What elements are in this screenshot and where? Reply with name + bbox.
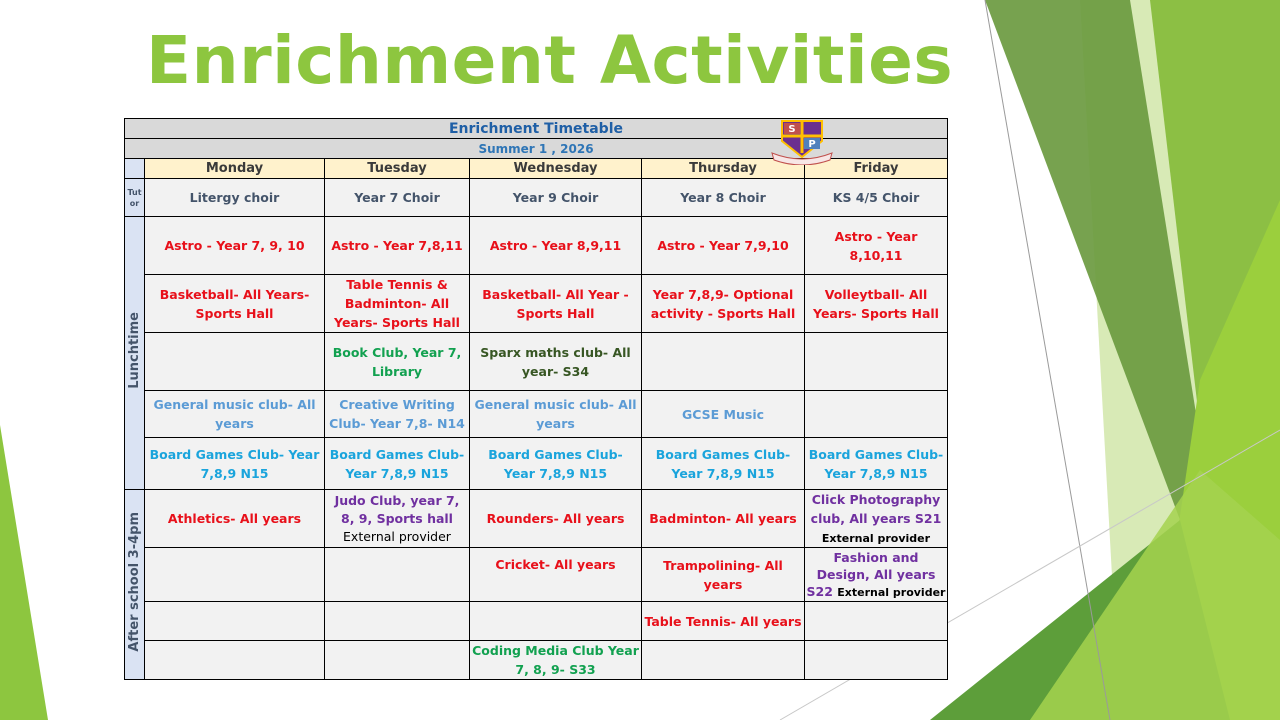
after-cell-wed-1: Rounders- All years xyxy=(470,490,642,548)
lunchtime-label: Lunchtime xyxy=(127,312,142,389)
lunch-row-3 xyxy=(125,333,948,391)
judo-provider-note: External provider xyxy=(343,528,451,544)
lunch-row-4 xyxy=(125,391,948,438)
lunch-cell-fri-3 xyxy=(805,333,948,391)
slide-title: Enrichment Activities xyxy=(146,22,954,99)
day-header-wednesday: Wednesday xyxy=(470,159,642,179)
after-cell-mon-4 xyxy=(145,641,325,680)
after-cell-thu-4 xyxy=(642,641,805,680)
lunch-cell-mon-1: Astro - Year 7, 9, 10 xyxy=(145,217,325,275)
photography-provider-note: External provider xyxy=(821,532,931,545)
after-cell-fri-2 xyxy=(805,548,948,602)
fashion-club-text: Fashion and Design, All years S22 xyxy=(806,549,936,599)
after-school-label: After school 3-4pm xyxy=(127,512,142,652)
tutor-cell-tuesday: Year 7 Choir xyxy=(325,179,470,217)
tutor-label: Tut or xyxy=(125,179,145,217)
lunch-row-1 xyxy=(125,217,948,275)
photography-club-text: Click Photography club, All years S21 xyxy=(810,492,942,526)
after-cell-fri-3 xyxy=(805,602,948,641)
tutor-cell-monday: Litergy choir xyxy=(145,179,325,217)
after-school-row-4 xyxy=(125,641,948,680)
lunch-cell-mon-5: Board Games Club- Year 7,8,9 N15 xyxy=(145,438,325,490)
lunch-cell-tue-3: Book Club, Year 7, Library xyxy=(325,333,470,391)
lunch-cell-mon-4: General music club- All years xyxy=(145,391,325,438)
logo-letter-s: S xyxy=(788,124,796,135)
lunch-cell-thu-5: Board Games Club- Year 7,8,9 N15 xyxy=(642,438,805,490)
lunch-cell-wed-1: Astro - Year 8,9,11 xyxy=(470,217,642,275)
lunch-cell-wed-4: General music club- All years xyxy=(470,391,642,438)
lunch-cell-thu-3 xyxy=(642,333,805,391)
after-cell-mon-2 xyxy=(145,548,325,602)
after-cell-tue-3 xyxy=(325,602,470,641)
enrichment-timetable xyxy=(124,118,948,680)
judo-club-text: Judo Club, year 7, 8, 9, Sports hall xyxy=(334,492,460,526)
after-school-row-1 xyxy=(125,490,948,548)
lunch-cell-tue-4: Creative Writing Club- Year 7,8- N14 xyxy=(325,391,470,438)
after-cell-wed-3 xyxy=(470,602,642,641)
lunch-cell-wed-2: Basketball- All Year - Sports Hall xyxy=(470,275,642,333)
after-cell-wed-4: Coding Media Club Year 7, 8, 9- S33 xyxy=(470,641,642,680)
tutor-cell-wednesday: Year 9 Choir xyxy=(470,179,642,217)
lunch-cell-fri-4 xyxy=(805,391,948,438)
lunch-row-2 xyxy=(125,275,948,333)
lunch-cell-fri-2: Volleytball- All Years- Sports Hall xyxy=(805,275,948,333)
day-header-friday: Friday xyxy=(805,159,948,179)
timetable-title: Enrichment Timetable xyxy=(448,121,623,137)
lunch-cell-fri-5: Board Games Club- Year 7,8,9 N15 xyxy=(805,438,948,490)
after-cell-thu-3: Table Tennis- All years xyxy=(642,602,805,641)
after-cell-mon-1: Athletics- All years xyxy=(145,490,325,548)
tutor-row xyxy=(125,179,948,217)
lunch-cell-tue-5: Board Games Club- Year 7,8,9 N15 xyxy=(325,438,470,490)
after-school-row-3 xyxy=(125,602,948,641)
after-cell-tue-1 xyxy=(325,490,470,548)
lunch-cell-fri-1: Astro - Year 8,10,11 xyxy=(805,217,948,275)
fashion-provider-note: External provider xyxy=(837,585,946,599)
lunch-cell-mon-2: Basketball- All Years- Sports Hall xyxy=(145,275,325,333)
day-header-monday: Monday xyxy=(145,159,325,179)
timetable-term: Summer 1 , 2026 xyxy=(478,142,594,156)
after-cell-wed-2: Cricket- All years xyxy=(470,548,642,602)
lunch-cell-tue-1: Astro - Year 7,8,11 xyxy=(325,217,470,275)
lunch-cell-tue-2: Table Tennis & Badminton- All Years- Sports Hall xyxy=(325,275,470,333)
after-cell-thu-1: Badminton- All years xyxy=(642,490,805,548)
logo-letter-p: P xyxy=(808,139,816,150)
day-header-tuesday: Tuesday xyxy=(325,159,470,179)
after-cell-fri-4 xyxy=(805,641,948,680)
after-cell-mon-3 xyxy=(145,602,325,641)
after-school-label-cell xyxy=(125,490,145,680)
day-header-thursday: Thursday xyxy=(642,159,805,179)
school-logo xyxy=(770,119,834,165)
tutor-cell-thursday: Year 8 Choir xyxy=(642,179,805,217)
after-school-row-2 xyxy=(125,548,948,602)
lunch-cell-thu-4: GCSE Music xyxy=(642,391,805,438)
lunchtime-label-cell xyxy=(125,217,145,490)
after-cell-tue-4 xyxy=(325,641,470,680)
left-green-shard xyxy=(0,425,48,720)
after-cell-tue-2 xyxy=(325,548,470,602)
tutor-cell-friday: KS 4/5 Choir xyxy=(805,179,948,217)
after-cell-thu-2: Trampolining- All years xyxy=(642,548,805,602)
corner-cell xyxy=(125,159,145,179)
lunch-row-5 xyxy=(125,438,948,490)
lunch-cell-thu-1: Astro - Year 7,9,10 xyxy=(642,217,805,275)
lunch-cell-wed-5: Board Games Club- Year 7,8,9 N15 xyxy=(470,438,642,490)
lunch-cell-mon-3 xyxy=(145,333,325,391)
lunch-cell-thu-2: Year 7,8,9- Optional activity - Sports Hall xyxy=(642,275,805,333)
lunch-cell-wed-3: Sparx maths club- All year- S34 xyxy=(470,333,642,391)
after-cell-fri-1 xyxy=(805,490,948,548)
